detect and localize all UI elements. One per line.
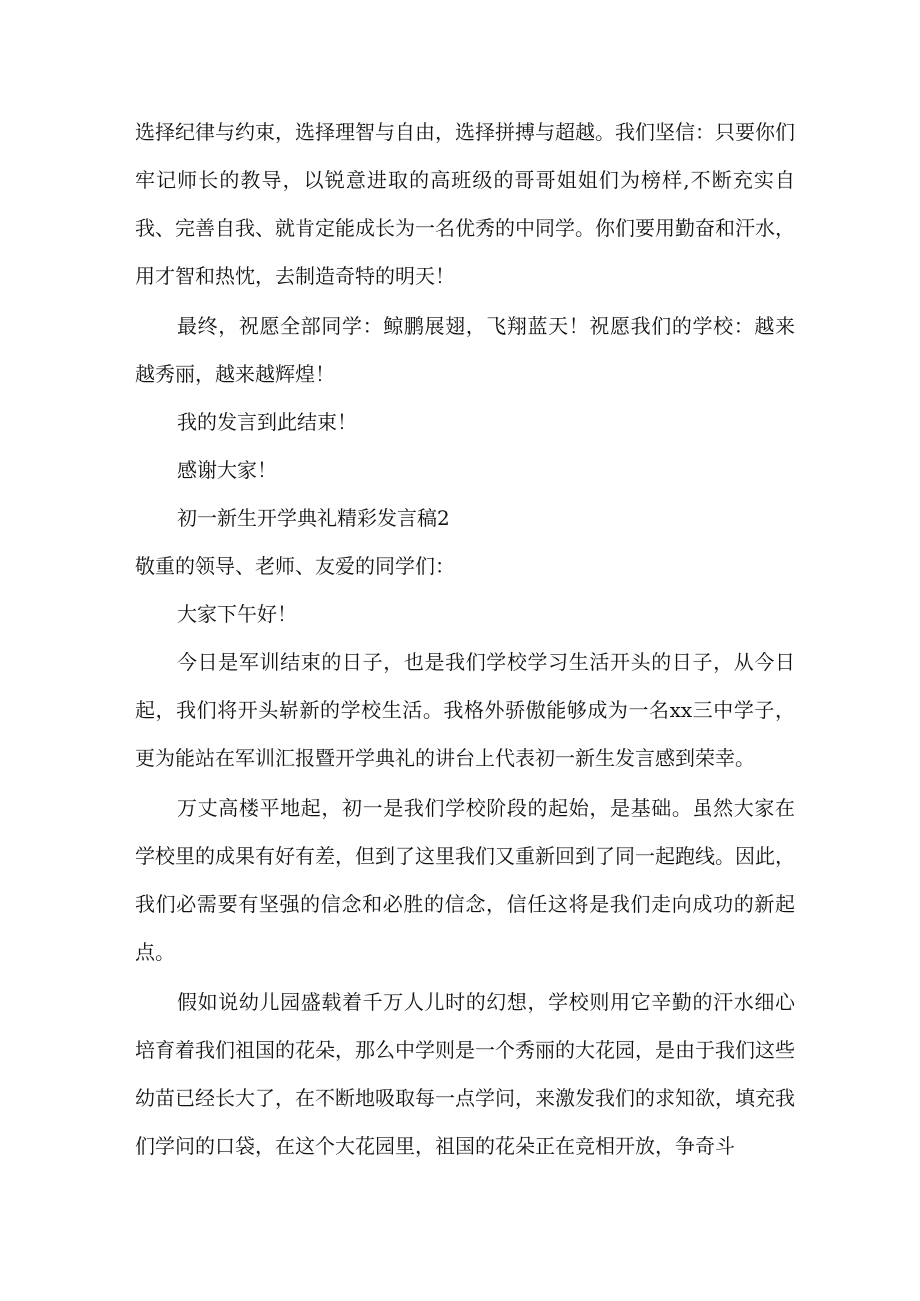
paragraph-foundation: 万丈高楼平地起，初一是我们学校阶段的起始，是基础。虽然大家在学校里的成果有好有差，但到了这里我们又重新回到了同一起跑线。因此，我们必需要有坚强的信念和必胜的信念，信任这将是我们走向成功的新起点。 (135, 796, 795, 964)
greeting: 大家下午好！ (177, 602, 297, 626)
paragraph-thanks: 感谢大家！ (177, 458, 277, 482)
paragraph-speech-end: 我的发言到此结束！ (177, 410, 357, 434)
document-body (135, 108, 795, 1170)
paragraph-continued: 选择纪律与约束，选择理智与自由，选择拼搏与超越。我们坚信：只要你们牢记师长的教导，以锐意进取的高班级的哥哥姐姐们为榜样,不断充实自我、完善自我、就肯定能成长为一名优秀的中同学。你们要用勤奋和汗水，用才智和热忱，去制造奇特的明天！ (135, 120, 795, 288)
salutation: 敬重的领导、老师、友爱的同学们： (135, 554, 455, 578)
paragraph-today: 今日是军训结束的日子，也是我们学校学习生活开头的日子，从今日起，我们将开头崭新的学校生活。我格外骄傲能够成为一名xx三中学子，更为能站在军训汇报暨开学典礼的讲台上代表初一新生发言感到荣幸。 (135, 650, 795, 770)
paragraph-garden: 假如说幼儿园盛载着千万人儿时的幻想，学校则用它辛勤的汗水细心培育着我们祖国的花朵，那么中学则是一个秀丽的大花园，是由于我们这些幼苗已经长大了，在不断地吸取每一点学问，来激发我们的求知欲，填充我们学问的口袋，在这个大花园里，祖国的花朵正在竞相开放，争奇斗 (135, 990, 795, 1158)
paragraph-closing-wishes: 最终，祝愿全部同学：鲸鹏展翅，飞翔蓝天！祝愿我们的学校：越来越秀丽，越来越辉煌！ (135, 314, 795, 386)
section-title: 初一新生开学典礼精彩发言稿2 (177, 506, 450, 530)
